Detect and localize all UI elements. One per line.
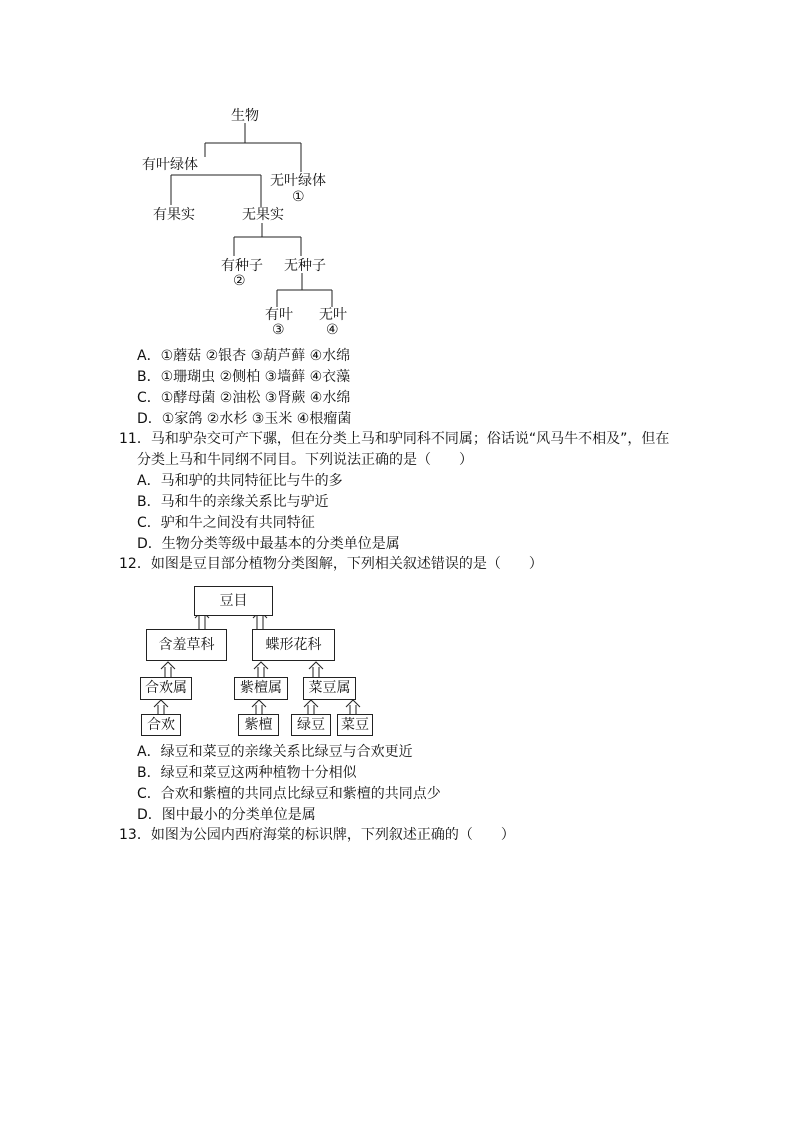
tree-node-has-chloroplast: 有叶绿体 <box>142 157 198 173</box>
species-box-mung-bean: 绿豆 <box>291 714 331 736</box>
q11-option-c: C．驴和牛之间没有共同特征 <box>137 515 315 531</box>
tree-mark-1: ① <box>292 189 305 205</box>
tree-node-has-seed: 有种子 <box>221 258 263 274</box>
q11-option-a: A．马和驴的共同特征比与牛的多 <box>137 473 343 489</box>
tree-node-has-fruit: 有果实 <box>153 207 195 223</box>
family-box-papilionaceae: 蝶形花科 <box>252 629 335 661</box>
legume-classification-diagram <box>0 580 794 740</box>
family-box-mimosaceae: 含羞草科 <box>146 629 227 661</box>
q10-option-a: A．①蘑菇 ②银杏 ③葫芦藓 ④水绵 <box>137 348 351 364</box>
tree-node-no-fruit: 无果实 <box>242 207 284 223</box>
genus-box-pterocarpus: 紫檀属 <box>234 677 288 700</box>
q11-option-b: B．马和牛的亲缘关系比与驴近 <box>137 494 329 510</box>
tree-root: 生物 <box>231 108 259 124</box>
tree-node-has-leaf: 有叶 <box>265 307 293 323</box>
species-box-kidney-bean: 菜豆 <box>337 714 373 736</box>
tree-node-no-seed: 无种子 <box>284 258 326 274</box>
species-box-red-sandalwood: 紫檀 <box>238 714 279 736</box>
tree-node-no-chloroplast: 无叶绿体 <box>270 173 326 189</box>
genus-box-phaseolus: 菜豆属 <box>303 677 356 700</box>
tree-node-no-leaf: 无叶 <box>319 307 347 323</box>
tree-mark-4: ④ <box>326 322 339 338</box>
q12-option-c: C．合欢和紫檀的共同点比绿豆和紫檀的共同点少 <box>137 786 441 802</box>
q10-option-b: B．①珊瑚虫 ②侧柏 ③墙藓 ④衣藻 <box>137 369 351 385</box>
q10-option-c: C．①酵母菌 ②油松 ③肾蕨 ④水绵 <box>137 390 351 406</box>
species-box-albizia-julibrissin: 合欢 <box>141 714 181 736</box>
q11-stem-line1: 11．马和驴杂交可产下骡，但在分类上马和驴同科不同属；俗话说“风马牛不相及”，但在 <box>119 431 670 447</box>
q12-stem: 12．如图是豆目部分植物分类图解，下列相关叙述错误的是（ ） <box>119 556 543 572</box>
q10-option-d: D．①家鸽 ②水杉 ③玉米 ④根瘤菌 <box>137 411 352 427</box>
q11-stem-line2: 分类上马和牛同纲不同目。下列说法正确的是（ ） <box>137 452 473 468</box>
order-box-legume: 豆目 <box>194 586 273 616</box>
genus-box-albizia: 合欢属 <box>140 677 192 700</box>
q11-option-d: D．生物分类等级中最基本的分类单位是属 <box>137 536 400 552</box>
q12-option-d: D．图中最小的分类单位是属 <box>137 807 316 823</box>
q13-stem: 13．如图为公园内西府海棠的标识牌，下列叙述正确的（ ） <box>119 827 515 843</box>
tree-mark-2: ② <box>233 273 246 289</box>
classification-tree-diagram <box>0 0 794 345</box>
q12-option-b: B．绿豆和菜豆这两种植物十分相似 <box>137 765 357 781</box>
q12-option-a: A．绿豆和菜豆的亲缘关系比绿豆与合欢更近 <box>137 744 413 760</box>
tree-mark-3: ③ <box>272 322 285 338</box>
